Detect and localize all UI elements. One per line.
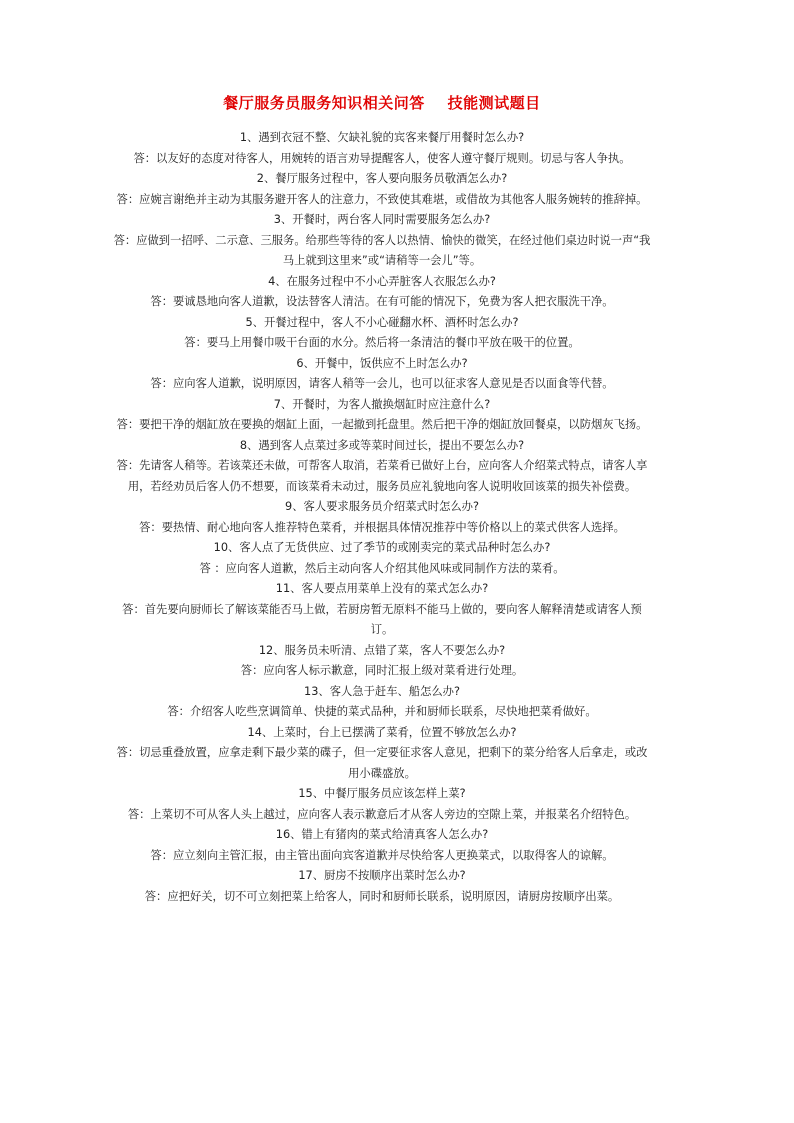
answer-text: 答：应向客人道歉，说明原因，请客人稍等一会儿，也可以征求客人意见是否以面食等代替。 xyxy=(150,377,614,390)
question-text: 10、客人点了无货供应、过了季节的或刚卖完的菜式品种时怎么办? xyxy=(213,541,551,554)
answer-text: 答：要马上用餐巾吸干台面的水分。然后将一条清洁的餐巾平放在吸干的位置。 xyxy=(184,336,580,349)
question-text: 6、开餐中，饭供应不上时怎么办? xyxy=(296,356,468,370)
document-page xyxy=(112,92,652,907)
qa-item xyxy=(112,682,652,723)
answer-text: 答：应立刻向主管汇报，由主管出面向宾客道歉并尽快给客人更换菜式，以取得客人的谅解。 xyxy=(150,848,614,862)
question-text: 15、中餐厅服务员应该怎样上菜? xyxy=(298,787,466,800)
answer-text: 答：介绍客人吃些烹调简单、快捷的菜式品种，并和厨师长联系，尽快地把菜肴做好。 xyxy=(167,705,597,718)
qa-item xyxy=(112,497,652,538)
question-text: 9、客人要求服务员介绍菜式时怎么办? xyxy=(285,500,479,513)
answer-text: 答：应向客人标示歉意，同时汇报上级对菜肴进行处理。 xyxy=(240,664,524,677)
answer-text: 答：以友好的态度对待客人，用婉转的语言劝导提醒客人，使客人遵守餐厅规则。切忌与客人争执。 xyxy=(133,151,631,165)
question-text: 11、客人要点用菜单上没有的菜式怎么办? xyxy=(275,582,489,595)
answer-text: 答 ：应向客人道歉，然后主动向客人介绍其他风味或同制作方法的菜肴。 xyxy=(199,561,565,575)
question-text: 7、开餐时，为客人撤换烟缸时应注意什么? xyxy=(273,397,491,411)
qa-item xyxy=(112,210,652,272)
qa-list xyxy=(112,128,652,907)
answer-text: 答：先请客人稍等。若该菜还未做，可帮客人取消，若菜肴已做好上台，应向客人介绍菜式特点，请客人享用，若经劝员后客人仍不想要，而该菜肴未动过，服务员应礼貌地向客人说明收回该菜的损失补偿费。 xyxy=(116,459,648,493)
question-text: 12、服务员未听清、点错了菜，客人不要怎么办? xyxy=(258,643,506,657)
qa-item xyxy=(112,825,652,866)
answer-text: 答：上菜切不可从客人头上越过，应向客人表示歉意后才从客人旁边的空隙上菜，并报菜名介绍特色。 xyxy=(127,807,637,821)
question-text: 13、客人急于赶车、船怎么办? xyxy=(304,684,460,698)
question-text: 4、在服务过程中不小心弄脏客人衣服怎么办? xyxy=(268,274,496,288)
qa-item xyxy=(112,723,652,785)
answer-text: 答：要把干净的烟缸放在要换的烟缸上面，一起撤到托盘里。然后把干净的烟缸放回餐桌，以防烟灰飞扬。 xyxy=(116,418,648,431)
answer-text: 答：应做到一招呼、二示意、三服务。给那些等待的客人以热情、愉快的微笑，在经过他们桌边时说一声“我马上就到这里来”或“请稍等一会儿”等。 xyxy=(113,233,651,267)
qa-item xyxy=(112,579,652,641)
question-text: 3、开餐时，两台客人同时需要服务怎么办? xyxy=(273,213,491,226)
document-title: 餐厅服务员服务知识相关问答 技能测试题目 xyxy=(223,94,541,112)
answer-text: 答：要热情、耐心地向客人推荐特色菜肴，并根据具体情况推荐中等价格以上的菜式供客人选择。 xyxy=(139,520,625,534)
question-text: 17、厨房不按顺序出菜时怎么办? xyxy=(298,869,466,882)
qa-item xyxy=(112,313,652,354)
qa-item xyxy=(112,436,652,498)
question-text: 1、遇到衣冠不整、欠缺礼貌的宾客来餐厅用餐时怎么办? xyxy=(239,131,525,144)
question-text: 8、遇到客人点菜过多或等菜时间过长，提出不要怎么办? xyxy=(239,438,525,452)
answer-text: 答：应婉言谢绝并主动为其服务避开客人的注意力，不致使其难堪，或借故为其他客人服务婉转的推辞掉。 xyxy=(116,192,648,206)
question-text: 14、上菜时，台上已摆满了菜肴，位置不够放怎么办? xyxy=(247,725,517,739)
qa-item xyxy=(112,641,652,682)
qa-item xyxy=(112,272,652,313)
answer-text: 答：首先要向厨师长了解该菜能否马上做，若厨房暂无原料不能马上做的，要向客人解释清楚或请客人预订。 xyxy=(122,602,642,636)
qa-item xyxy=(112,784,652,825)
qa-item xyxy=(112,169,652,210)
qa-item xyxy=(112,866,652,907)
answer-text: 答：要诚恳地向客人道歉，设法替客人清洁。在有可能的情况下，免费为客人把衣服洗干净。 xyxy=(150,295,614,308)
qa-item xyxy=(112,538,652,579)
question-text: 5、开餐过程中，客人不小心碰翻水杯、酒杯时怎么办? xyxy=(245,315,519,329)
question-text: 16、错上有猪肉的菜式给清真客人怎么办? xyxy=(275,828,489,841)
qa-item xyxy=(112,395,652,436)
qa-item xyxy=(112,128,652,169)
qa-item xyxy=(112,354,652,395)
question-text: 2、餐厅服务过程中，客人要向服务员敬酒怎么办? xyxy=(256,172,508,185)
answer-text: 答：切忌重叠放置，应拿走剩下最少菜的碟子，但一定要征求客人意见，把剩下的菜分给客人后拿走，或改用小碟盛放。 xyxy=(116,746,648,780)
answer-text: 答：应把好关，切不可立刻把菜上给客人，同时和厨师长联系，说明原因，请厨房按顺序出菜。 xyxy=(144,889,620,903)
